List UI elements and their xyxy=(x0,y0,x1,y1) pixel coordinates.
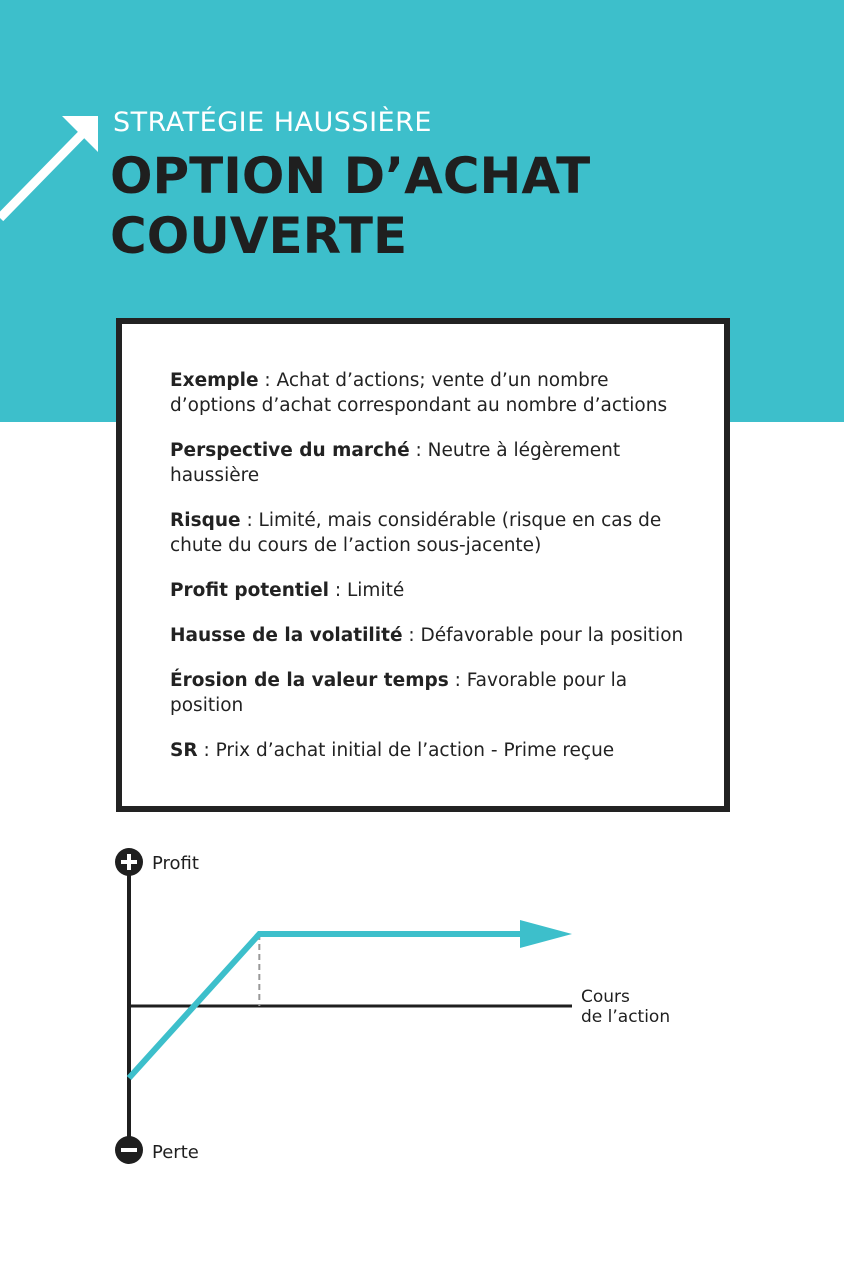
title-line-1: OPTION D’ACHAT xyxy=(110,147,591,205)
strategy-kicker: STRATÉGIE HAUSSIÈRE xyxy=(113,107,432,138)
info-text: : Défavorable pour la position xyxy=(402,625,684,646)
plus-icon xyxy=(115,848,143,876)
info-label: Érosion de la valeur temps xyxy=(170,670,449,691)
info-label: Profit potentiel xyxy=(170,580,329,601)
info-profit-potential xyxy=(170,578,684,603)
info-breakeven xyxy=(170,738,684,763)
info-text: : Achat d’actions; vente d’un nombre d’options d’achat correspondant au nombre d’actions xyxy=(170,370,668,416)
info-text: : Limité xyxy=(328,580,405,601)
y-top-label: Profit xyxy=(152,853,199,874)
info-label: Exemple xyxy=(170,370,259,391)
info-text: : Prix d’achat initial de l’action - Prime reçue xyxy=(197,740,615,761)
strategy-info-box xyxy=(116,318,730,812)
info-label: Risque xyxy=(170,510,241,531)
info-volatility xyxy=(170,623,684,648)
x-label-line-1: Cours xyxy=(581,987,630,1007)
info-example xyxy=(170,368,684,418)
x-label-line-2: de l’action xyxy=(581,1007,671,1027)
minus-icon xyxy=(115,1136,143,1164)
bullish-arrow-icon xyxy=(0,110,110,230)
payoff-chart xyxy=(0,830,844,1180)
info-text: : Limité, mais considérable (risque en cas de chute du cours de l’action sous-jacente) xyxy=(170,510,662,556)
info-text: : Favorable pour la position xyxy=(170,670,628,716)
info-label: SR xyxy=(170,740,198,761)
info-market-outlook xyxy=(170,438,684,488)
info-risk xyxy=(170,508,684,558)
info-label: Hausse de la volatilité xyxy=(170,625,403,646)
payoff-arrowhead xyxy=(520,920,572,948)
title-line-2: COUVERTE xyxy=(110,207,408,265)
info-text: : Neutre à légèrement haussière xyxy=(170,440,621,486)
info-time-decay xyxy=(170,668,684,718)
page-title xyxy=(110,146,590,266)
info-label: Perspective du marché xyxy=(170,440,410,461)
y-bottom-label: Perte xyxy=(152,1142,199,1163)
